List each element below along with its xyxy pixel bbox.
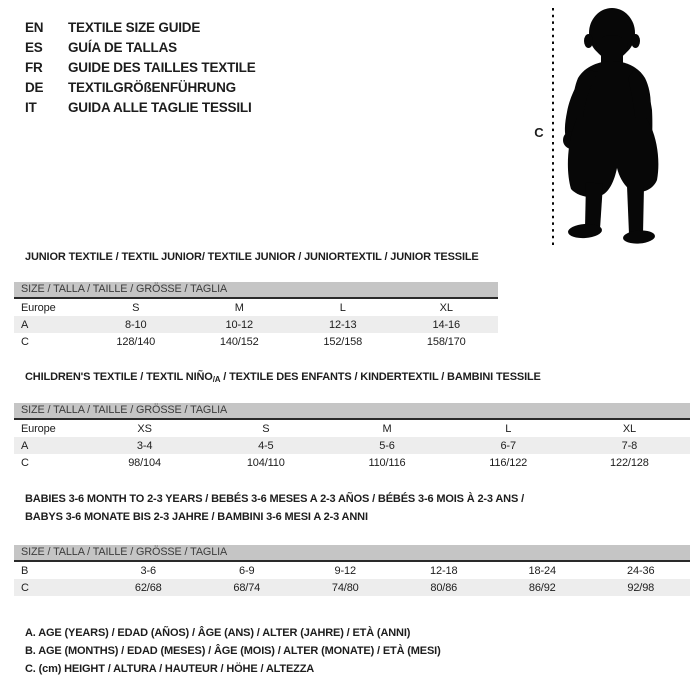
table-cell: 12-18 — [430, 564, 458, 577]
size-header-bar: SIZE / TALLA / TAILLE / GRÖSSE / TAGLIA — [14, 282, 498, 299]
row-label: A — [21, 318, 29, 331]
row-label: A — [21, 439, 29, 452]
language-code: FR — [25, 59, 43, 75]
language-code: DE — [25, 79, 44, 95]
table-cell: 6-9 — [239, 564, 255, 577]
babies-table-title-line1: BABIES 3-6 MONTH TO 2-3 YEARS / BEBÉS 3-6 MESES A 2-3 AÑOS / BÉBÉS 3-6 MOIS À 2-3 ANS / — [25, 493, 524, 505]
table-row-europe — [14, 299, 498, 316]
table-cell: 110/116 — [368, 456, 406, 469]
table-cell: 12-13 — [329, 318, 357, 331]
babies-table-title-line2: BABYS 3-6 MONATE BIS 2-3 JAHRE / BAMBINI 3-6 MESI A 2-3 ANNI — [25, 511, 368, 523]
table-cell: 80/86 — [430, 581, 458, 594]
row-label: C — [21, 335, 29, 348]
language-row-es — [25, 37, 256, 57]
footnote-c: C. (cm) HEIGHT / ALTURA / HAUTEUR / HÖHE / ALTEZZA — [25, 663, 315, 675]
size-header-bar: SIZE / TALLA / TAILLE / GRÖSSE / TAGLIA — [14, 545, 690, 562]
table-cell: 6-7 — [500, 439, 516, 452]
table-cell: 14-16 — [432, 318, 460, 331]
table-cell: M — [234, 301, 244, 314]
table-cell: 18-24 — [528, 564, 556, 577]
table-cell: 158/170 — [426, 335, 466, 348]
language-label: GUIDE DES TAILLES TEXTILE — [68, 59, 256, 75]
table-cell: 128/140 — [116, 335, 156, 348]
table-row-height — [14, 454, 690, 471]
height-measure-label: C — [534, 125, 544, 140]
footnote-a: A. AGE (YEARS) / EDAD (AÑOS) / ÂGE (ANS) / ALTER (JAHRE) / ETÀ (ANNI) — [25, 627, 411, 639]
table-cell: 74/80 — [331, 581, 359, 594]
language-row-en — [25, 17, 256, 37]
table-cell: M — [382, 422, 392, 435]
title-subscript: /A — [212, 375, 221, 384]
children-size-table — [14, 403, 690, 471]
language-row-de — [25, 77, 256, 97]
table-cell: L — [505, 422, 512, 435]
row-label: B — [21, 564, 29, 577]
language-label: TEXTILE SIZE GUIDE — [68, 19, 201, 35]
language-row-fr — [25, 57, 256, 77]
table-cell: 9-12 — [334, 564, 356, 577]
children-table-title — [25, 370, 541, 385]
table-cell: 86/92 — [528, 581, 556, 594]
table-cell: 5-6 — [379, 439, 395, 452]
table-cell: 8-10 — [125, 318, 147, 331]
row-label: C — [21, 456, 29, 469]
row-label: Europe — [21, 301, 56, 314]
table-cell: XL — [439, 301, 453, 314]
table-cell: 104/110 — [246, 456, 285, 469]
table-cell: 62/68 — [134, 581, 162, 594]
footnote-b: B. AGE (MONTHS) / EDAD (MESES) / ÂGE (MOIS) / ALTER (MONATE) / ETÀ (MESI) — [25, 645, 441, 657]
table-row-europe — [14, 420, 690, 437]
table-cell: 3-4 — [136, 439, 153, 452]
language-code: IT — [25, 99, 37, 115]
row-label: C — [21, 581, 29, 594]
table-row-height — [14, 333, 498, 350]
table-cell: S — [262, 422, 270, 435]
junior-table-title: JUNIOR TEXTILE / TEXTIL JUNIOR/ TEXTILE JUNIOR / JUNIORTEXTIL / JUNIOR TESSILE — [25, 251, 479, 263]
table-cell: 24-36 — [627, 564, 655, 577]
table-cell: 92/98 — [627, 581, 655, 594]
size-header-bar: SIZE / TALLA / TAILLE / GRÖSSE / TAGLIA — [14, 403, 690, 420]
table-row-height — [14, 579, 690, 596]
table-cell: S — [132, 301, 140, 314]
language-code: ES — [25, 39, 43, 55]
table-cell: 152/158 — [323, 335, 363, 348]
table-cell: XL — [622, 422, 636, 435]
language-label: TEXTILGRÖßENFÜHRUNG — [68, 79, 236, 95]
table-cell: 7-8 — [621, 439, 638, 452]
footnote-legend — [25, 624, 441, 678]
table-cell: 4-5 — [258, 439, 274, 452]
language-label: GUÍA DE TALLAS — [68, 39, 177, 55]
table-cell: 116/122 — [489, 456, 528, 469]
table-row-months — [14, 562, 690, 579]
table-cell: 3-6 — [140, 564, 156, 577]
table-cell: 140/152 — [219, 335, 259, 348]
table-cell: L — [339, 301, 346, 314]
language-row-it — [25, 97, 256, 117]
language-label: GUIDA ALLE TAGLIE TESSILI — [68, 99, 252, 115]
babies-size-table — [14, 545, 690, 596]
table-row-age — [14, 437, 690, 454]
row-label: Europe — [21, 422, 56, 435]
table-cell: 68/74 — [233, 581, 261, 594]
table-cell: XS — [137, 422, 152, 435]
title-text: / TEXTILE DES ENFANTS / KINDERTEXTIL / BAMBINI TESSILE — [220, 371, 541, 383]
table-row-age — [14, 316, 498, 333]
language-code: EN — [25, 19, 44, 35]
toddler-silhouette-icon — [540, 0, 700, 252]
title-text: CHILDREN'S TEXTILE / TEXTIL NIÑO — [25, 371, 213, 383]
table-cell: 98/104 — [128, 456, 161, 469]
language-title-list — [25, 17, 256, 117]
table-cell: 122/128 — [610, 456, 649, 469]
junior-size-table — [14, 282, 498, 350]
table-cell: 10-12 — [225, 318, 253, 331]
